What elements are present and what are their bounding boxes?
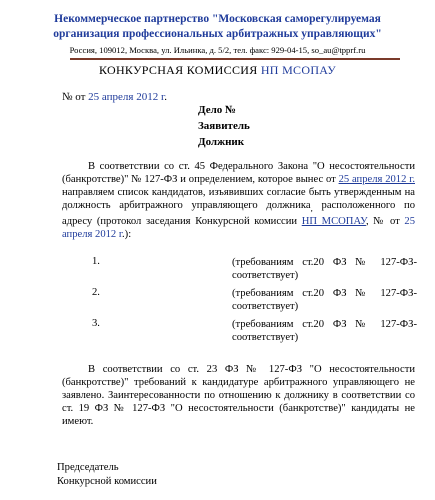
candidate-1-number: 1. <box>92 256 100 267</box>
doc-date-suffix: . <box>164 91 167 103</box>
commission-title <box>0 63 435 78</box>
applicant-label: Заявитель <box>198 120 250 132</box>
doc-date: 25 апреля 2012 г <box>88 91 165 103</box>
org-name-line-2: организация профессиональных арбитражных управляющих" <box>53 28 382 40</box>
candidate-3-number: 3. <box>92 318 100 329</box>
closing-paragraph: В соответствии со ст. 23 ФЗ № 127-ФЗ "О несостоятельности (банкротстве)" требований к кандидатуре арбитражного управляющего не заявлено. Заинтересованности по отношению к должнику в соответствии со ст. 19 ФЗ № 127-ФЗ "О несостоятельности (банкротстве)" кандидаты не имеют. <box>62 364 415 427</box>
intro-date-2: 25 апреля 2012 г <box>62 216 415 241</box>
document-number <box>62 91 167 103</box>
doc-number-prefix: № от <box>62 91 86 103</box>
intro-text-a: В соответствии со ст. 45 Федерального Закона "О несостоятельности (банкротстве)" № 127-ФЗ и определением, которое вынес от <box>62 161 415 185</box>
candidate-3-requirements: (требованиям ст.20 ФЗ № 127-ФЗ- соответствует) <box>232 319 417 343</box>
signature-title-line-1: Председатель <box>57 462 119 473</box>
commission-prefix: КОНКУРСНАЯ КОМИССИЯ <box>98 63 258 77</box>
candidate-2-number: 2. <box>92 287 100 298</box>
commission-org: НП МСОПАУ <box>260 63 336 77</box>
org-address: Россия, 109012, Москва, ул. Ильинка, д. 5/2, тел. факс: 929-04-15, so_au@tpprf.ru <box>69 45 366 55</box>
signature-title-line-2: Конкурсной комиссии <box>57 476 157 487</box>
intro-text-c: расположенного по адресу (протокол заседания Конкурсной комиссии <box>62 200 415 228</box>
intro-comma: , <box>310 203 313 214</box>
candidate-2-requirements: (требованиям ст.20 ФЗ № 127-ФЗ- соответствует) <box>232 288 417 312</box>
intro-text-d: , № от <box>365 216 400 228</box>
debtor-label: Должник <box>198 136 245 148</box>
intro-text-b: направляем список кандидатов, изъявивших согласие быть утвержденным на должность арбитражного управляющего должника <box>62 187 415 211</box>
intro-paragraph <box>62 160 415 241</box>
case-number-label: Дело № <box>198 104 237 116</box>
intro-np-name: НП МСОПАУ <box>301 216 366 228</box>
candidate-1-requirements: (требованиям ст.20 ФЗ № 127-ФЗ- соответствует) <box>232 257 417 281</box>
org-name-line-1: Некоммерческое партнерство "Московская саморегулируемая <box>54 13 381 25</box>
intro-text-e: .): <box>122 229 132 241</box>
intro-date-1: 25 апреля 2012 г. <box>338 174 415 185</box>
header-divider <box>70 58 400 60</box>
